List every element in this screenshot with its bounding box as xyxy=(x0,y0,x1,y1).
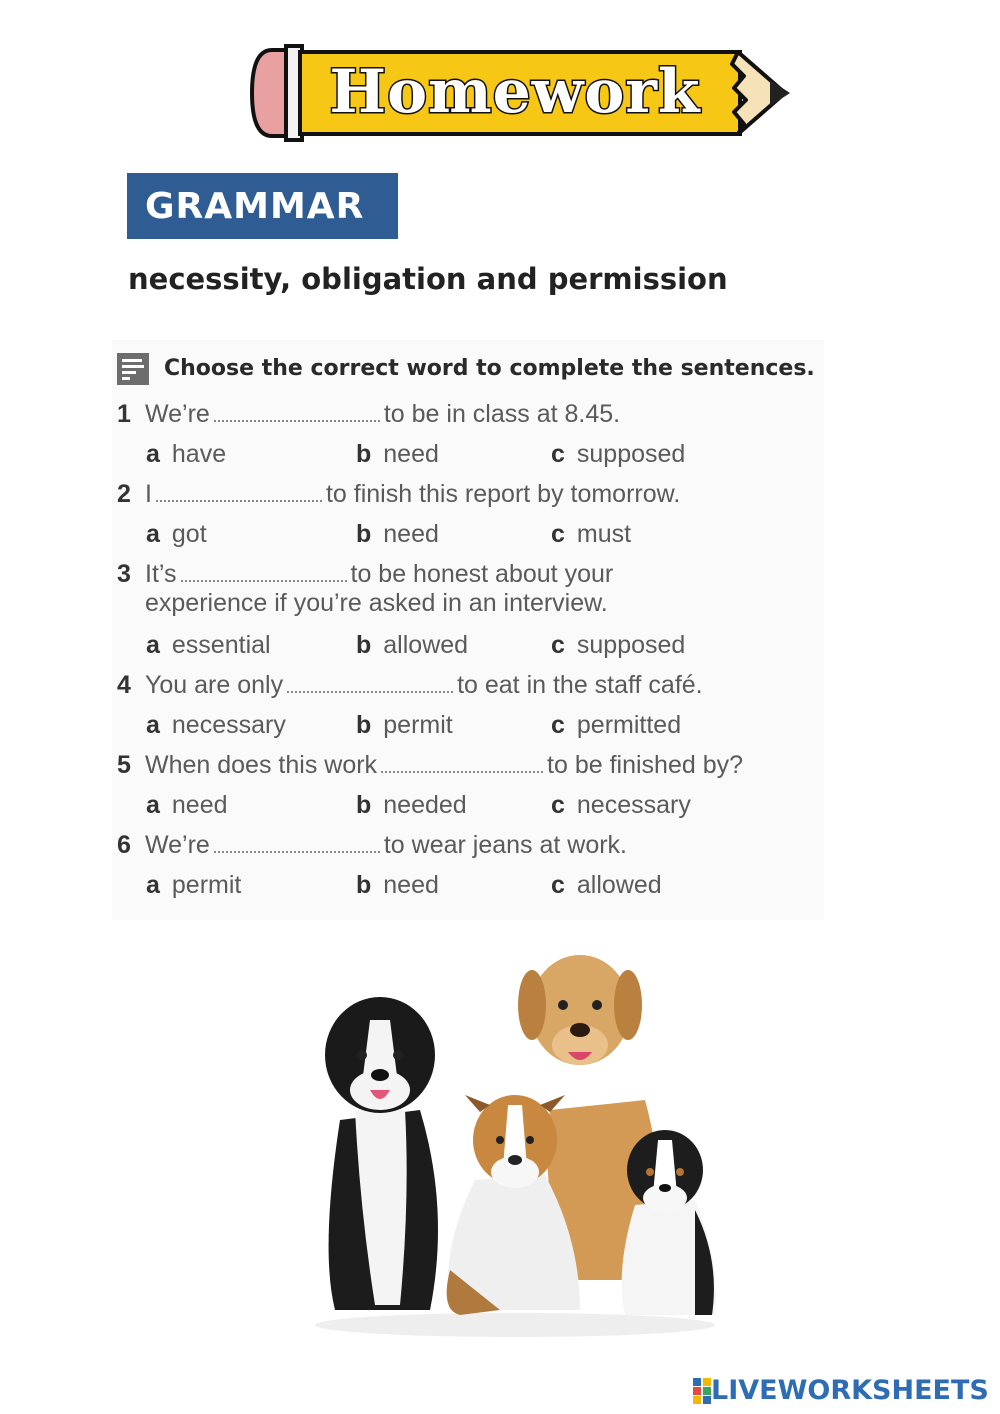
liveworksheets-wordmark: LIVEWORKSHEETS xyxy=(711,1375,989,1406)
answer-blank[interactable] xyxy=(214,416,380,422)
option-b[interactable]: b permit xyxy=(356,711,453,739)
homework-title: Homework xyxy=(329,57,701,127)
question-text-before: It’s xyxy=(145,560,177,588)
options-row-5 xyxy=(146,791,766,823)
question-text-before: I xyxy=(145,480,152,508)
option-a[interactable]: a necessary xyxy=(146,711,286,739)
answer-blank[interactable] xyxy=(381,767,543,773)
option-c[interactable]: c allowed xyxy=(551,871,662,899)
question-text-continued: experience if you’re asked in an interview. xyxy=(145,589,608,617)
instruction-text: Choose the correct word to complete the sentences. xyxy=(164,356,815,381)
options-row-2 xyxy=(146,520,766,552)
question-text-after: to wear jeans at work. xyxy=(383,831,628,859)
question-number: 6 xyxy=(117,831,131,859)
question-1 xyxy=(117,400,620,429)
question-number: 2 xyxy=(117,480,131,508)
option-b[interactable]: b allowed xyxy=(356,631,469,659)
answer-blank[interactable] xyxy=(181,576,347,582)
question-4 xyxy=(117,671,703,700)
question-text-after: to be finished by? xyxy=(547,751,744,779)
question-number: 4 xyxy=(117,671,131,699)
option-a[interactable]: a permit xyxy=(146,871,242,899)
option-a[interactable]: a essential xyxy=(146,631,271,659)
answer-blank[interactable] xyxy=(214,847,380,853)
options-row-6 xyxy=(146,871,766,903)
question-text-after: to finish this report by tomorrow. xyxy=(325,480,681,508)
option-b[interactable]: b need xyxy=(356,440,439,468)
option-b[interactable]: b needed xyxy=(356,791,467,819)
option-c[interactable]: c supposed xyxy=(551,440,686,468)
question-text-after: to be honest about your xyxy=(350,560,614,588)
options-row-4 xyxy=(146,711,766,743)
grammar-banner: GRAMMAR xyxy=(127,173,398,239)
question-5 xyxy=(117,751,743,780)
page-subtitle: necessity, obligation and permission xyxy=(128,262,728,296)
question-2 xyxy=(117,480,680,509)
dogs-photo xyxy=(300,950,730,1340)
option-a[interactable]: a got xyxy=(146,520,207,548)
question-text-before: You are only xyxy=(145,671,284,699)
question-number: 5 xyxy=(117,751,131,779)
options-row-1 xyxy=(146,440,766,472)
option-a[interactable]: a have xyxy=(146,440,227,468)
option-c[interactable]: c permitted xyxy=(551,711,682,739)
question-text-before: We’re xyxy=(145,831,210,859)
option-c[interactable]: c supposed xyxy=(551,631,686,659)
liveworksheets-logo xyxy=(693,1375,989,1406)
option-a[interactable]: a need xyxy=(146,791,228,819)
answer-blank[interactable] xyxy=(156,496,322,502)
answer-blank[interactable] xyxy=(287,687,453,693)
option-b[interactable]: b need xyxy=(356,520,439,548)
option-b[interactable]: b need xyxy=(356,871,439,899)
question-number: 3 xyxy=(117,560,131,588)
option-c[interactable]: c must xyxy=(551,520,632,548)
question-number: 1 xyxy=(117,400,131,428)
options-row-3 xyxy=(146,631,766,663)
question-6 xyxy=(117,831,627,860)
question-3 xyxy=(117,560,613,618)
tricolor-puppy-dog xyxy=(622,1130,716,1315)
border-collie-dog xyxy=(325,997,438,1310)
question-text-after: to be in class at 8.45. xyxy=(383,400,621,428)
question-text-before: We’re xyxy=(145,400,210,428)
question-text-after: to eat in the staff café. xyxy=(457,671,703,699)
exercise-icon xyxy=(117,353,149,385)
question-text-before: When does this work xyxy=(145,751,378,779)
liveworksheets-mark-icon xyxy=(693,1378,711,1404)
option-c[interactable]: c necessary xyxy=(551,791,691,819)
